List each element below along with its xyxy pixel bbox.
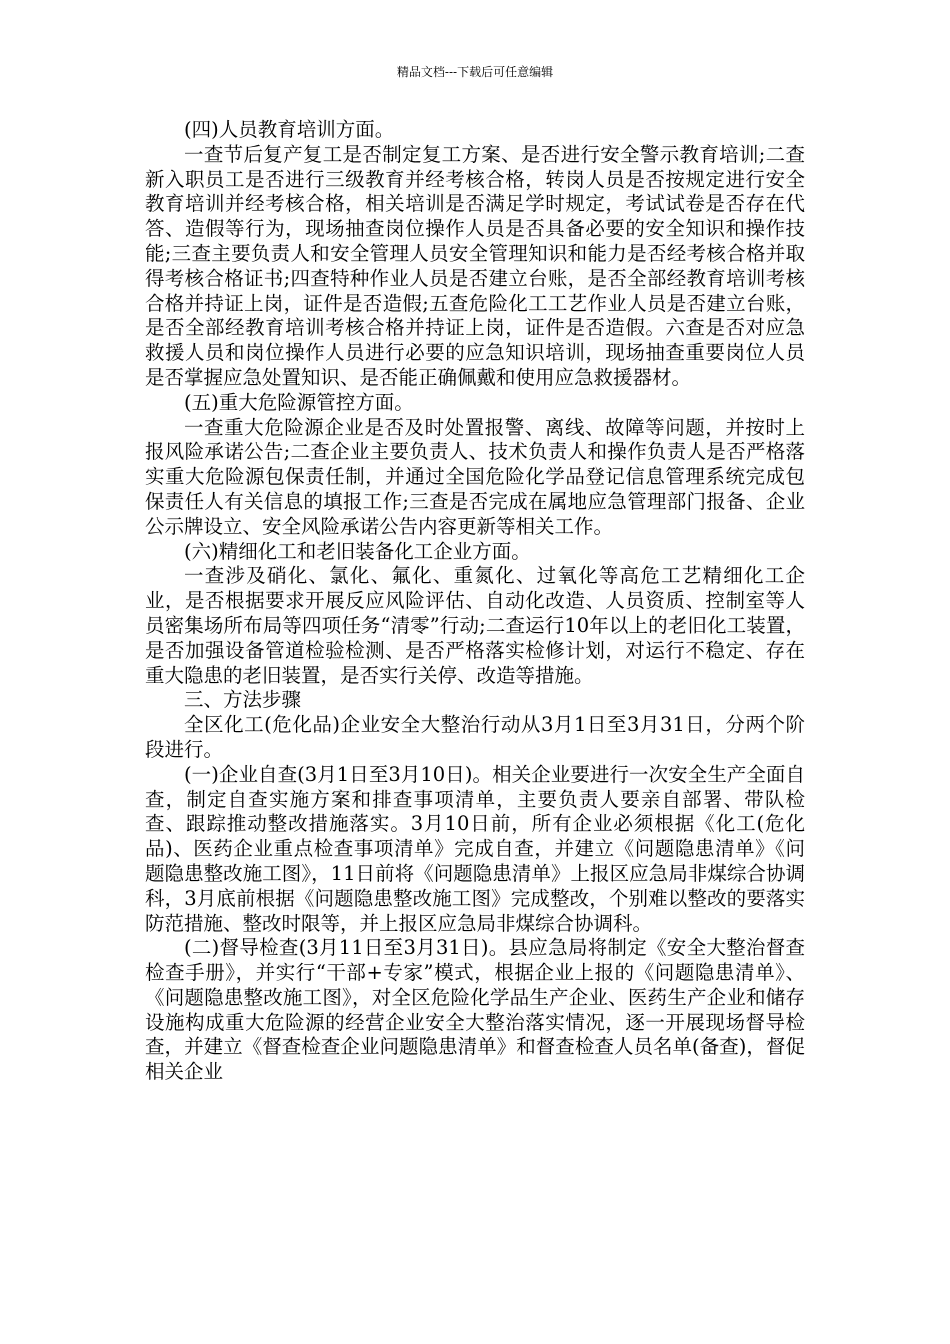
section-heading-training: (四)人员教育培训方面。 — [184, 118, 395, 141]
section-heading-methods: 三、方法步骤 — [184, 688, 302, 712]
paragraph-fine-chemical: 一查涉及硝化、氯化、氟化、重氮化、过氧化等高危工艺精细化工企业，是否根据要求开展反应风险评估、自动化改造、人员资质、控制室等人员密集场所布局等四项任务“清零”行动;二查运行10年以上的老旧化工装置，是否加强设备管道检验检测、是否严格落实检修计划，对运行不稳定、存在重大隐患的老旧装置，是否实行关停、改造等措施。 — [145, 564, 805, 687]
paragraph-supervision: (二)督导检查(3月11日至3月31日)。县应急局将制定《安全大整治督查检查手册》，并实行“干部+专家”模式，根据企业上报的《问题隐患清单》、《问题隐患整改施工图》，对全区危险化学品生产企业、医药生产企业和储存设施构成重大危险源的经营企业安全大整治落实情况，逐一开展现场督导检查，并建立《督查检查企业问题隐患清单》和督查检查人员名单(备查)，督促相关企业 — [145, 936, 805, 1084]
section-heading-hazard-source: (五)重大危险源管控方面。 — [184, 390, 414, 414]
document-body — [145, 118, 805, 1085]
section-heading-fine-chemical: (六)精细化工和老旧装备化工企业方面。 — [184, 539, 531, 563]
paragraph-hazard-source: 一查重大危险源企业是否及时处置报警、离线、故障等问题，并按时上报风险承诺公告;二查企业主要负责人、技术负责人和操作负责人是否严格落实重大危险源包保责任制，并通过全国危险化学品登记信息管理系统完成包保责任人有关信息的填报工作;三查是否完成在属地应急管理部门报备、企业公示牌设立、安全风险承诺公告内容更新等相关工作。 — [145, 415, 805, 538]
paragraph-self-inspection: (一)企业自查(3月1日至3月10日)。相关企业要进行一次安全生产全面自查，制定自查实施方案和排查事项清单，主要负责人要亲自部署、带队检查、跟踪推动整改措施落实。3月10日前，所有企业必须根据《化工(危化品)、医药企业重点检查事项清单》完成自查，并建立《问题隐患清单》《问题隐患整改施工图》，11日前将《问题隐患清单》上报区应急局非煤综合协调科，3月底前根据《问题隐患整改施工图》完成整改，个别难以整改的要落实防范措施、整改时限等，并上报区应急局非煤综合协调科。 — [145, 762, 805, 935]
paragraph-methods-intro: 全区化工(危化品)企业安全大整治行动从3月1日至3月31日，分两个阶段进行。 — [145, 713, 805, 761]
paragraph-training: 一查节后复产复工是否制定复工方案、是否进行安全警示教育培训;二查新入职员工是否进行三级教育并经考核合格，转岗人员是否按规定进行安全教育培训并经考核合格，相关培训是否满足学时规定，考试试卷是否存在代答、造假等行为，现场抽查岗位操作人员是否具备必要的安全知识和操作技能;三查主要负责人和安全管理人员安全管理知识和能力是否经考核合格并取得考核合格证书;四查特种作业人员是否建立台账，是否全部经教育培训考核合格并持证上岗，证件是否造假;五查危险化工工艺作业人员是否建立台账，是否全部经教育培训考核合格并持证上岗，证件是否造假。六查是否对应急救援人员和岗位操作人员进行必要的应急知识培训，现场抽查重要岗位人员是否掌握应急处置知识、是否能正确佩戴和使用应急救援器材。 — [145, 142, 805, 389]
page-header: 精品文档---下载后可任意编辑 — [396, 65, 554, 79]
